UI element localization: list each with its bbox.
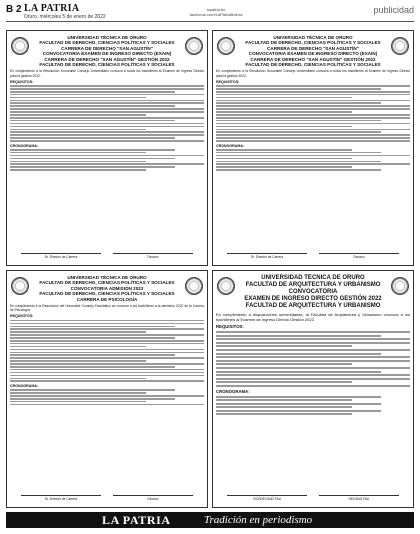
signature-right: DECANO FAU	[319, 495, 399, 501]
ad-schedule-text	[10, 389, 204, 405]
ad-requirements-heading: REQUISITOS:	[10, 314, 34, 319]
ad-schedule-heading: CRONOGRAMA:	[10, 384, 39, 389]
ad-title: UNIVERSIDAD TÉCNICA DE ORURO FACULTAD DE DERECHO, CIENCIAS POLÍTICAS Y SOCIALES CARRERA DE DERECHO "SAN AGUSTÍN" CONVOCATORIA EXAMEN DE INGRESO DIRECTO (EXAIN) CARRERA DE DERECHO "SAN AGUSTÍN" GESTIÓN 2022 FACULTAD DE DERECHO, CIENCIAS POLÍTICAS Y SOCIALES	[245, 35, 381, 68]
signature-left: Dr. Director de Carrera	[227, 253, 307, 259]
ad-requirements-text	[216, 331, 410, 387]
ad-derecho-exain-left	[6, 30, 208, 266]
ad-requirements-text	[216, 85, 410, 142]
ad-schedule-heading: CRONOGRAMA:	[216, 143, 245, 148]
page-number: B 2	[6, 4, 22, 15]
page-footer-banner	[6, 512, 414, 528]
ad-schedule-text	[216, 396, 410, 416]
header-links	[156, 7, 276, 17]
signature-right: Decano	[113, 495, 193, 501]
ad-lead: En cumplimiento a la Resolución Honorable Consejo Universitario convoca a todos los bachilleres al Examen de Ingreso Directo para la gestión 2022.	[216, 69, 410, 78]
ad-psicologia-admision	[6, 270, 208, 508]
ad-requirements-text	[10, 320, 204, 382]
page-header	[6, 4, 414, 22]
ad-schedule-heading: CRONOGRAMA:	[216, 388, 250, 394]
facebook-link[interactable]: facebook.com/LaPatriaBolivia	[189, 12, 243, 17]
ad-requirements-heading: REQUISITOS:	[216, 79, 240, 84]
ad-requirements-text	[10, 85, 204, 142]
ad-schedule-text	[216, 149, 410, 171]
newspaper-name: LA PATRIA	[24, 3, 80, 14]
ad-requirements-heading: REQUISITOS:	[216, 324, 244, 330]
section-label: publicidad	[373, 5, 414, 15]
footer-tagline: Tradición en periodismo	[204, 514, 313, 526]
ad-lead: En cumplimiento a la Resolución Honorable Consejo Universitario convoca a todos los bachilleres al Examen de Ingreso Directo para la gestión 2022.	[10, 69, 204, 78]
signature-right: Decano	[113, 253, 193, 259]
ad-requirements-heading: REQUISITOS:	[10, 79, 34, 84]
signature-left: VICEDECANO FAU	[227, 495, 307, 501]
issue-date: Oruro, miércoles 5 de enero de 2022	[24, 14, 106, 20]
ad-schedule-text	[10, 149, 204, 171]
ad-lead: En cumplimiento a disposiciones universitarias, la Facultad de Arquitectura y Urbanismo convoca a los bachilleres al Examen de Ingreso Directo Gestión 2022.	[216, 312, 410, 323]
signature-left: Dr. Director de Carrera	[21, 495, 101, 501]
ad-schedule-heading: CRONOGRAMA:	[10, 143, 39, 148]
ad-title: UNIVERSIDAD TÉCNICA DE ORURO FACULTAD DE ARQUITECTURA Y URBANISMO CONVOCATORIA EXAMEN DE INGRESO DIRECTO GESTIÓN 2022 FACULTAD DE ARQUITECTURA Y URBANISMO	[244, 275, 382, 309]
ad-lead: En cumplimiento a la Resolución del Honorable Consejo Facultativo se convoca a los bachilleres a la admisión 2022 de la Carrera de Psicología.	[10, 304, 204, 313]
footer-logo: LA PATRIA	[102, 513, 171, 527]
signature-right: Decano	[319, 253, 399, 259]
website-link[interactable]: lapatria.bo	[206, 7, 226, 12]
ad-derecho-exain-right	[212, 30, 414, 266]
ad-title: UNIVERSIDAD TÉCNICA DE ORURO FACULTAD DE DERECHO, CIENCIAS POLÍTICAS Y SOCIALES CONVOCATORIA ADMISIÓN 2022 FACULTAD DE DERECHO, CIENCIAS POLÍTICAS Y SOCIALES CARRERA DE PSICOLOGÍA	[39, 275, 175, 302]
ad-title: UNIVERSIDAD TÉCNICA DE ORURO FACULTAD DE DERECHO, CIENCIAS POLÍTICAS Y SOCIALES CARRERA DE DERECHO "SAN AGUSTÍN" CONVOCATORIA EXAMEN DE INGRESO DIRECTO (EXAIN) CARRERA DE DERECHO "SAN AGUSTÍN" GESTIÓN 2022 FACULTAD DE DERECHO, CIENCIAS POLÍTICAS Y SOCIALES	[39, 35, 175, 68]
ad-arquitectura-exain	[212, 270, 414, 508]
signature-left: Dr. Director de Carrera	[21, 253, 101, 259]
